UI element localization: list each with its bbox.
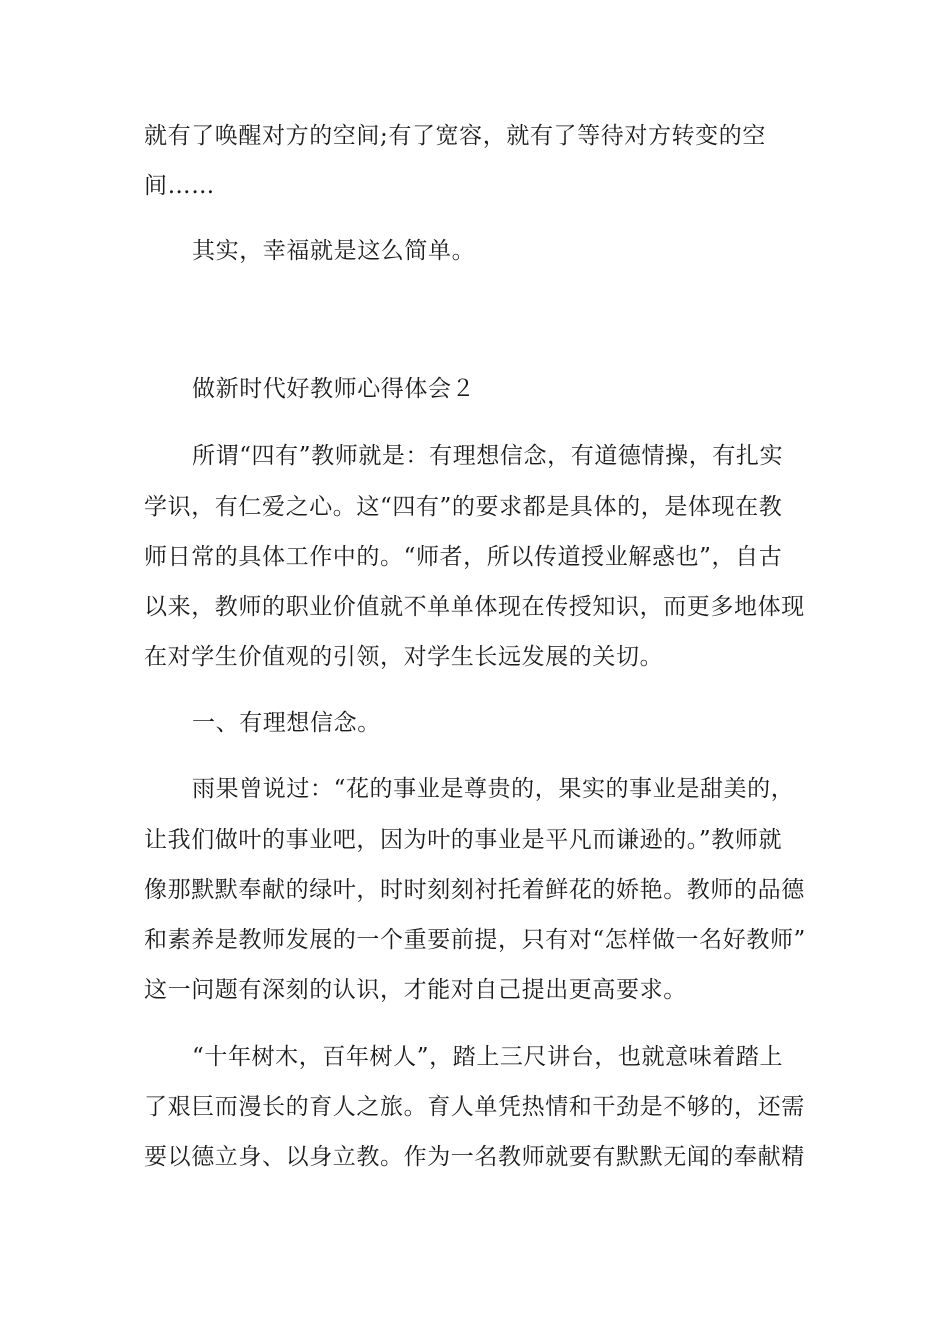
text-line: “十年树木，百年树人”，踏上三尺讲台，也就意味着踏上 [192, 1044, 784, 1070]
text-line: 其实，幸福就是这么简单。 [192, 238, 476, 264]
text-line: 了艰巨而漫长的育人之旅。育人单凭热情和干劲是不够的，还需 [144, 1094, 805, 1120]
text-line: 学识，有仁爱之心。这“四有”的要求都是具体的，是体现在教 [144, 494, 783, 520]
section-heading: 做新时代好教师心得体会２ [192, 376, 476, 402]
text-line: 和素养是教师发展的一个重要前提，只有对“怎样做一名好教师” [144, 927, 806, 953]
text-line: 师日常的具体工作中的。“师者，所以传道授业解惑也”，自古 [144, 544, 783, 570]
text-line: 像那默默奉献的绿叶，时时刻刻衬托着鲜花的娇艳。教师的品德 [144, 877, 805, 903]
text-line: 要以德立身、以身立教。作为一名教师就要有默默无闻的奉献精 [144, 1144, 805, 1170]
sub-heading: 一、有理想信念。 [192, 710, 381, 736]
text-line: 所谓“四有”教师就是：有理想信念，有道德情操，有扎实 [192, 443, 784, 469]
text-line: 这一问题有深刻的认识，才能对自己提出更高要求。 [144, 977, 687, 1003]
text-line: 就有了唤醒对方的空间;有了宽容，就有了等待对方转变的空 [144, 123, 766, 149]
text-line: 让我们做叶的事业吧，因为叶的事业是平凡而谦逊的。”教师就 [144, 827, 783, 853]
text-line: 间…… [144, 173, 215, 199]
text-line: 以来，教师的职业价值就不单单体现在传授知识，而更多地体现 [144, 594, 805, 620]
text-line: 在对学生价值观的引领，对学生长远发展的关切。 [144, 644, 664, 670]
text-line: 雨果曾说过：“花的事业是尊贵的，果实的事业是甜美的， [192, 776, 795, 802]
